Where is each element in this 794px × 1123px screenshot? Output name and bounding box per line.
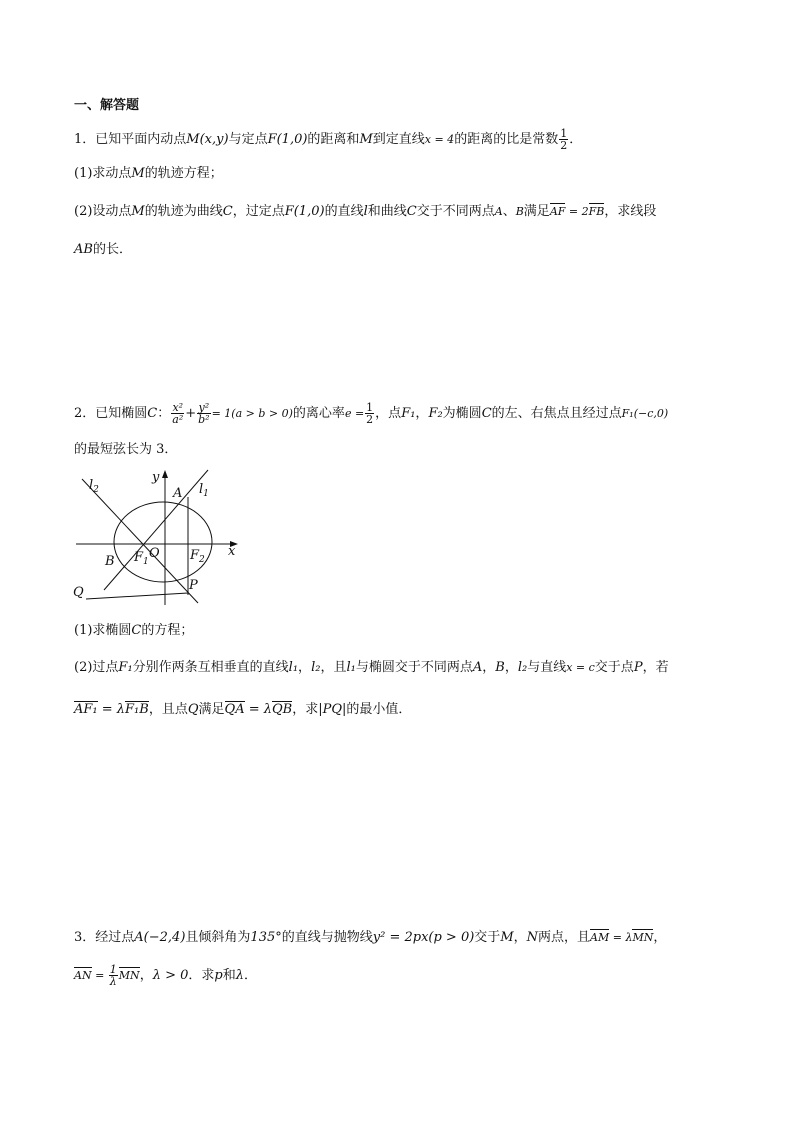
q2-line-l1: l₁	[288, 660, 299, 675]
q3-parabola-eq: y² = 2px(p > 0)	[372, 930, 475, 945]
ellipse-diagram	[72, 467, 242, 610]
q1-part2-cont	[74, 240, 132, 260]
q1-part2-text: ，求线段	[604, 204, 657, 219]
q2-point-F1: F₁(−c,0)	[621, 407, 669, 420]
q1-text: 已知平面内动点	[95, 132, 187, 147]
q2-part2-text: 满足	[198, 702, 225, 717]
fraction-denominator: 2	[366, 413, 374, 426]
q2-part2-cont	[74, 700, 411, 720]
fraction-denominator: λ	[109, 975, 117, 988]
fraction-numerator: x²	[172, 401, 184, 414]
q1-vector-FB: FB	[589, 202, 605, 222]
q1-statement	[74, 128, 582, 151]
q1-vector-eq: = 2	[565, 205, 589, 218]
q2-part2-text: 的最小值．	[346, 702, 412, 717]
q3-text: ，	[653, 930, 667, 945]
q2-point-B: B	[495, 660, 505, 675]
q2-text: 的离心率	[292, 406, 345, 421]
q2-line-l1: l₁	[346, 660, 356, 675]
q2-part2-text: ，且	[320, 660, 347, 675]
q3-angle: 135°	[250, 930, 282, 945]
q1-part2-text: 交于不同两点	[416, 204, 495, 219]
label-F2: $F_2$	[190, 548, 205, 565]
q1-part2-text: ，过定点	[232, 204, 285, 219]
q1-point-B: B	[515, 205, 524, 218]
q1-part2-text: 的长．	[92, 242, 132, 257]
q3-vector-eq: =	[91, 969, 108, 982]
q1-part2-text: 的直线	[324, 204, 364, 219]
q2-y-fraction	[197, 402, 210, 425]
q3-vector-MN: MN	[119, 966, 140, 986]
q2-part2-text: 与椭圆交于不同两点	[355, 660, 473, 675]
q1-part1-text: 的轨迹方程；	[144, 166, 223, 181]
q3-vector-eq: = λ	[609, 931, 633, 944]
q3-lambda-fraction	[109, 964, 118, 987]
label-B: B	[105, 554, 115, 569]
ellipse-curve	[114, 502, 212, 582]
q1-number: 1．	[74, 132, 96, 147]
q2-line-l2: l₂	[311, 660, 321, 675]
q3-text: 两点，且	[538, 930, 591, 945]
q2-part2-text: ，且点	[148, 702, 188, 717]
q1-curve-C: C	[222, 204, 233, 219]
q1-part2	[74, 202, 656, 222]
q2-part1-text: 的方程；	[141, 623, 194, 638]
q3-text: 且倾斜角为	[185, 930, 251, 945]
ellipse-figure	[72, 467, 242, 610]
q2-focus-F1: F₁	[118, 660, 133, 675]
q2-text: 为椭圆	[442, 406, 482, 421]
q2-statement	[74, 402, 668, 425]
q2-text: 的左、右焦点且经过点	[491, 406, 622, 421]
q3-point-N: N	[526, 930, 539, 945]
q2-line-l2: l₂	[517, 660, 528, 675]
q2-part2-text: 交于点	[594, 660, 634, 675]
q1-point-M: M	[131, 166, 145, 181]
q3-statement-cont	[74, 964, 257, 987]
q2-part2-text: ，	[504, 660, 518, 675]
q2-vector-AF1: AF₁	[74, 700, 98, 720]
q1-part2-text: 的轨迹为曲线	[144, 204, 223, 219]
q2-number: 2．	[74, 406, 96, 421]
q2-part2-text: ，若	[642, 660, 669, 675]
q1-part1-text: (1)求动点	[74, 166, 132, 181]
label-Q: Q	[73, 585, 84, 600]
q3-text: 的直线与抛物线	[281, 930, 373, 945]
q1-curve-C: C	[406, 204, 417, 219]
q1-vector-AF: AF	[550, 202, 566, 222]
fraction-numerator: 1	[109, 963, 117, 976]
q2-part2-text: (2)过点	[74, 660, 119, 675]
q1-line-l: l	[363, 204, 368, 219]
fraction-denominator: a²	[172, 413, 184, 426]
q2-part2-text: ，	[482, 660, 496, 675]
q2-ellipse-C: C	[131, 623, 142, 638]
q2-vector-eq: = λ	[244, 702, 272, 717]
q2-focus-F2: F₂	[428, 406, 443, 421]
q3-vector-MN: MN	[632, 928, 653, 948]
q1-part2-text: (2)设动点	[74, 204, 132, 219]
q2-text: ，点	[375, 406, 402, 421]
q3-point-A: A(−2,4)	[134, 930, 186, 945]
y-axis-arrow	[162, 470, 168, 478]
q2-vector-QB: QB	[272, 700, 292, 720]
segment-PQ	[86, 593, 188, 599]
q3-vector-AN: AN	[74, 966, 92, 986]
q2-focus-F1: F₁	[401, 406, 416, 421]
q1-point-F: F(1,0)	[267, 132, 308, 147]
q1-point-A: A	[494, 205, 503, 218]
q2-vector-QA: QA	[225, 700, 245, 720]
q3-text: 经过点	[95, 930, 135, 945]
q3-param-p: p	[214, 968, 223, 983]
q1-segment-AB: AB	[74, 242, 93, 257]
q2-part2-text: 与直线	[527, 660, 567, 675]
label-l2: $l_2$	[89, 478, 99, 495]
fraction-denominator: 2	[560, 139, 568, 152]
q1-point-M: M	[186, 132, 200, 147]
line-l1	[104, 470, 208, 590]
section-title: 一、解答题	[74, 98, 140, 113]
label-P: P	[189, 578, 198, 593]
q3-vector-AM: AM	[590, 928, 609, 948]
q1-text: 的距离的比是常数	[454, 132, 559, 147]
q2-vector-eq: = λ	[97, 702, 126, 717]
label-y: y	[152, 470, 160, 485]
q1-coords: (x,y)	[199, 132, 229, 147]
q2-part1	[74, 621, 193, 641]
q3-statement	[74, 928, 666, 948]
q1-text: 到定直线	[372, 132, 425, 147]
q2-text: ，	[415, 406, 429, 421]
label-F1: $F_1$	[134, 550, 149, 567]
q3-lambda-cond: λ > 0	[152, 968, 189, 983]
fraction-numerator: 1	[366, 401, 374, 414]
q2-plus: +	[185, 406, 197, 421]
q2-vector-F1B: F₁B	[125, 700, 149, 720]
q1-point-M: M	[359, 132, 373, 147]
q3-text: 和	[222, 968, 236, 983]
q2-ellipse-C: C	[147, 406, 158, 421]
label-l1: $l_1$	[199, 482, 209, 499]
fraction-numerator: 1	[560, 127, 568, 140]
q2-statement-cont: 的最短弦长为 3．	[74, 442, 178, 457]
q2-line-xc: x = c	[566, 661, 595, 674]
q3-text: ，	[513, 930, 527, 945]
q2-part2-text: ，求	[292, 702, 319, 717]
q2-text: ：	[157, 406, 171, 421]
q1-text: 与定点	[228, 132, 268, 147]
q3-text: ．	[243, 968, 257, 983]
q3-text: ，	[139, 968, 153, 983]
q2-eccentricity: e =	[344, 407, 365, 420]
q1-text: 的距离和	[307, 132, 360, 147]
q2-distance-PQ: |PQ|	[318, 702, 347, 717]
q2-e-fraction	[365, 402, 374, 425]
q2-part2-text: 分别作两条互相垂直的直线	[132, 660, 289, 675]
q2-part1-text: (1)求椭圆	[74, 623, 132, 638]
q1-point-F: F(1,0)	[284, 204, 325, 219]
fraction-denominator: b²	[198, 413, 210, 426]
q1-part2-text: 满足	[523, 204, 550, 219]
q3-text: 交于	[474, 930, 501, 945]
q1-line-eq: x = 4	[424, 133, 455, 146]
q2-ellipse-C: C	[481, 406, 492, 421]
q3-number: 3．	[74, 930, 96, 945]
q1-text: ．	[569, 132, 583, 147]
q2-part2-text: ，	[298, 660, 312, 675]
label-x: x	[228, 544, 236, 559]
q2-ellipse-eq: = 1(a > b > 0)	[211, 407, 293, 420]
label-A: A	[173, 486, 183, 501]
q2-x-fraction	[171, 402, 184, 425]
q2-text: 已知椭圆	[95, 406, 148, 421]
q1-point-M: M	[131, 204, 145, 219]
q1-part2-text: 和曲线	[367, 204, 407, 219]
q1-part1	[74, 164, 223, 184]
q2-point-A: A	[472, 660, 483, 675]
label-O: O	[149, 546, 160, 561]
q2-point-P: P	[633, 660, 643, 675]
fraction-numerator: y²	[198, 401, 210, 414]
q2-part2	[74, 658, 669, 678]
q1-part2-text: 、	[502, 204, 516, 219]
q3-text: ．求	[188, 968, 215, 983]
q2-point-Q: Q	[187, 702, 199, 717]
q3-param-lambda: λ	[235, 968, 244, 983]
q1-ratio-fraction	[559, 128, 568, 151]
q3-point-M: M	[500, 930, 514, 945]
